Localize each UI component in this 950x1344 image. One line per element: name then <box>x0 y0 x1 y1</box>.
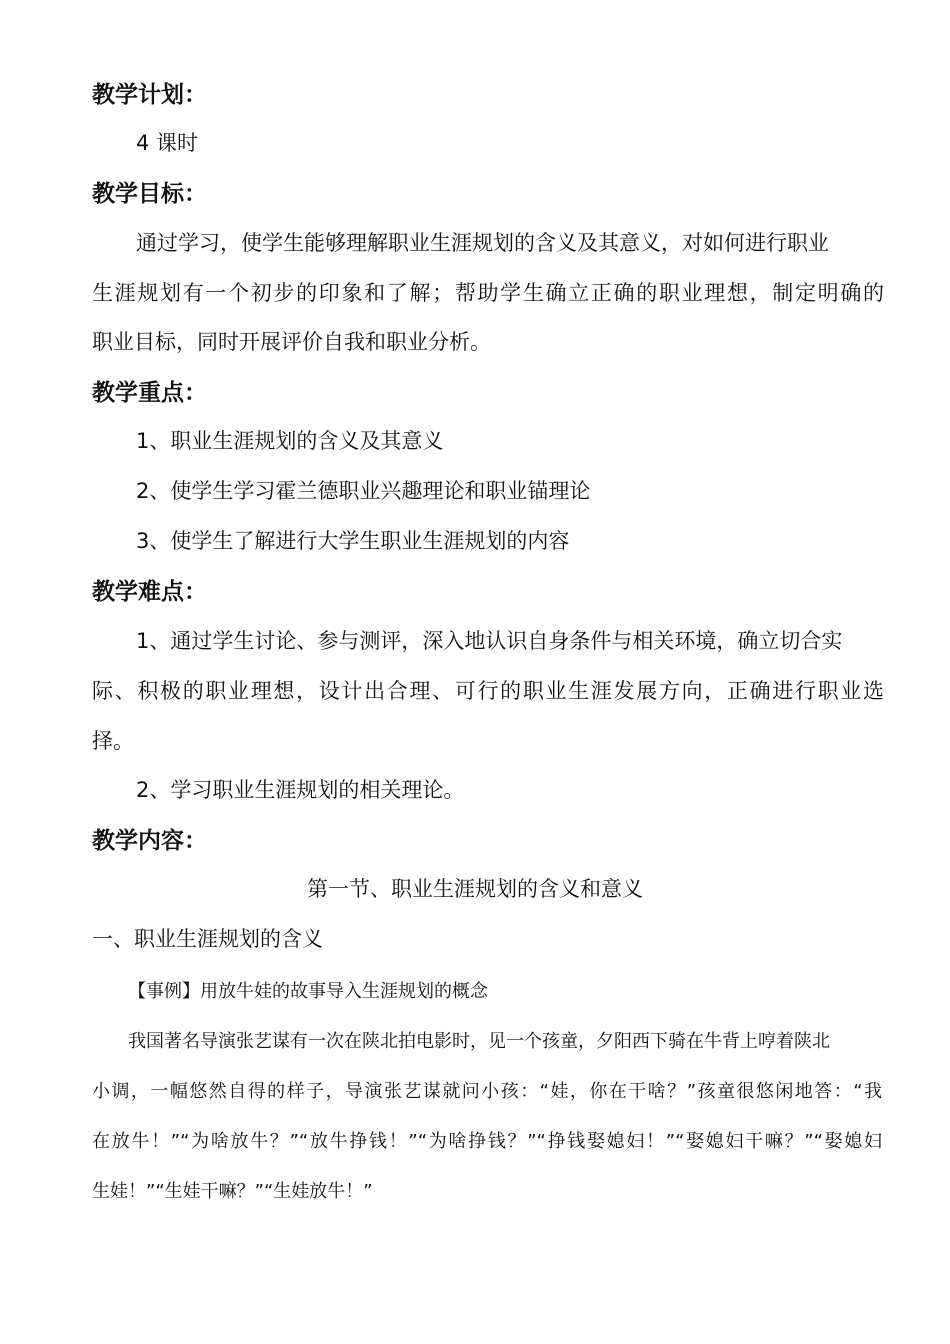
difficulty-1-line-2: 际、积极的职业理想，设计出合理、可行的职业生涯发展方向，正确进行职业选 <box>92 679 884 703</box>
subsection-title: 一、职业生涯规划的含义 <box>92 927 323 951</box>
difficulty-1-line-1: 1、通过学生讨论、参与测评，深入地认识自身条件与相关环境，确立切合实 <box>136 629 843 653</box>
objectives-line-3: 职业目标，同时开展评价自我和职业分析。 <box>92 330 491 354</box>
story-line-4: 生娃！”“生娃干嘛？”“生娃放牛！” <box>92 1181 373 1202</box>
key-point-2: 2、使学生学习霍兰德职业兴趣理论和职业锚理论 <box>136 479 591 503</box>
key-point-3: 3、使学生了解进行大学生职业生涯规划的内容 <box>136 529 570 553</box>
key-point-1: 1、职业生涯规划的含义及其意义 <box>136 429 444 453</box>
objectives-line-1: 通过学习，使学生能够理解职业生涯规划的含义及其意义，对如何进行职业 <box>136 231 829 255</box>
difficulty-2: 2、学习职业生涯规划的相关理论。 <box>136 778 465 802</box>
story-line-3: 在放牛！”“为啥放牛？”“放牛挣钱！”“为啥挣钱？”“挣钱娶媳妇！”“娶媳妇干嘛？”“娶媳妇 <box>92 1131 882 1152</box>
key-points-heading: 教学重点： <box>92 380 207 406</box>
plan-heading: 教学计划： <box>92 82 207 108</box>
difficulty-1-line-3: 择。 <box>92 729 134 753</box>
plan-hours: 4 课时 <box>136 131 199 155</box>
section-title: 第一节、职业生涯规划的含义和意义 <box>307 877 643 901</box>
story-line-2: 小调，一幅悠然自得的样子，导演张艺谋就问小孩：“娃，你在干啥？”孩童很悠闲地答：“我 <box>92 1081 882 1102</box>
case-title: 【事例】用放牛娃的故事导入生涯规划的概念 <box>128 981 488 1002</box>
story-line-1: 我国著名导演张艺谋有一次在陕北拍电影时，见一个孩童，夕阳西下骑在牛背上哼着陕北 <box>128 1031 830 1052</box>
objectives-heading: 教学目标： <box>92 181 207 207</box>
objectives-line-2: 生涯规划有一个初步的印象和了解；帮助学生确立正确的职业理想，制定明确的 <box>92 281 884 305</box>
content-heading: 教学内容： <box>92 828 207 854</box>
difficulties-heading: 教学难点： <box>92 579 207 605</box>
